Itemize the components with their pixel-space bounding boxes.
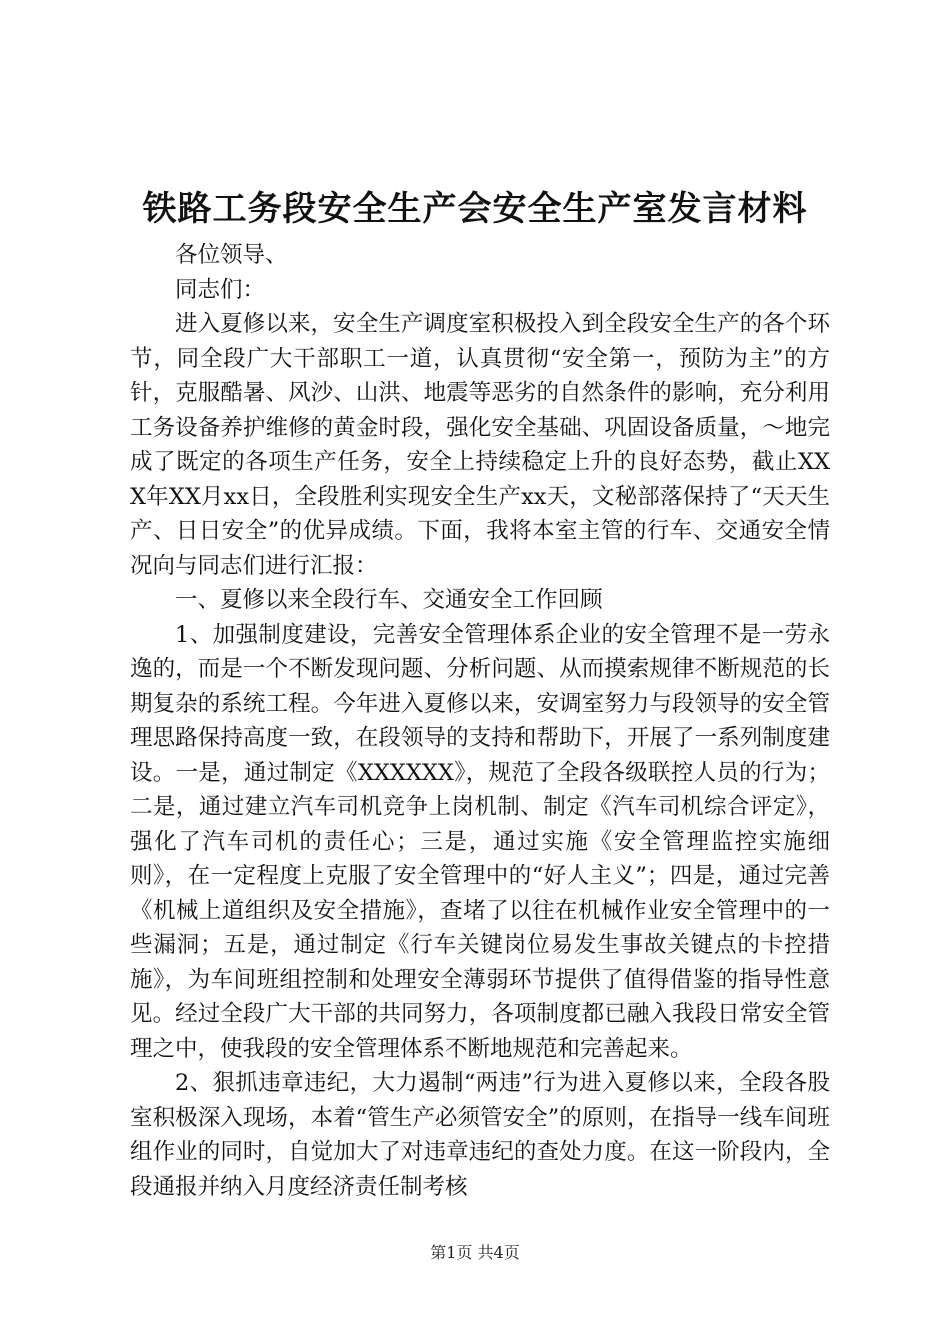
document-body xyxy=(130,238,830,1204)
salutation-leaders: 各位领导、 xyxy=(175,242,288,268)
page-number-footer: 第1页 共4页 xyxy=(430,1243,520,1262)
section-heading-1: 一、夏修以来全段行车、交通安全工作回顾 xyxy=(175,587,603,613)
document-title: 铁路工务段安全生产会安全生产室发言材料 xyxy=(142,189,808,229)
paragraph-item-2: 2、狠抓违章违纪，大力遏制“两违”行为进入夏修以来，全段各股室积极深入现场，本着“管生产必须管安全”的原则，在指导一线车间班组作业的同时，自觉加大了对违章违纪的查处力度。在这一阶段内，全段通报并纳入月度经济责任制考核 xyxy=(130,1070,830,1200)
intro-paragraph: 进入夏修以来，安全生产调度室积极投入到全段安全生产的各个环节，同全段广大干部职工一道，认真贯彻“安全第一，预防为主”的方针，克服酷暑、风沙、山洪、地震等恶劣的自然条件的影响，充分利用工务设备养护维修的黄金时段，强化安全基础、巩固设备质量，～地完成了既定的各项生产任务，安全上持续稳定上升的良好态势，截止XXX年XX月xx日，全段胜利实现安全生产xx天，文秘部落保持了“天天生产、日日安全”的优异成绩。下面，我将本室主管的行车、交通安全情况向与同志们进行汇报： xyxy=(130,311,830,579)
paragraph-item-1: 1、加强制度建设，完善安全管理体系企业的安全管理不是一劳永逸的，而是一个不断发现问题、分析问题、从而摸索规律不断规范的长期复杂的系统工程。今年进入夏修以来，安调室努力与段领导的安全管理思路保持高度一致，在段领导的支持和帮助下，开展了一系列制度建设。一是，通过制定《XXXXXX》，规范了全段各级联控人员的行为；二是，通过建立汽车司机竞争上岗机制、制定《汽车司机综合评定》，强化了汽车司机的责任心；三是，通过实施《安全管理监控实施细则》，在一定程度上克服了安全管理中的“好人主义”；四是，通过完善《机械上道组织及安全措施》，查堵了以往在机械作业安全管理中的一些漏洞；五是，通过制定《行车关键岗位易发生事故关键点的卡控措施》，为车间班组控制和处理安全薄弱环节提供了值得借鉴的指导性意见。经过全段广大干部的共同努力，各项制度都已融入我段日常安全管理之中，使我段的安全管理体系不断地规范和完善起来。 xyxy=(130,621,830,1062)
salutation-comrades: 同志们： xyxy=(175,276,266,303)
